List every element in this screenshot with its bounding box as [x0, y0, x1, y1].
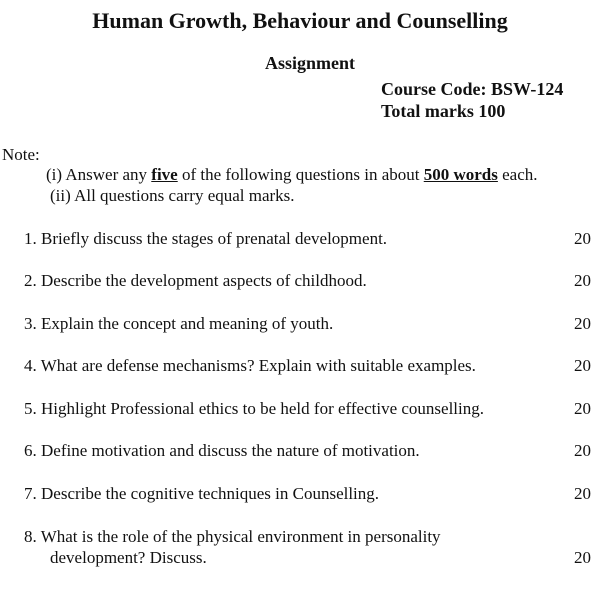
question-5-marks: 20 — [574, 399, 591, 418]
assignment-heading: Assignment — [264, 53, 355, 73]
question-7: 7. Describe the cognitive techniques in Counselling. — [24, 484, 380, 503]
question-7-marks: 20 — [574, 484, 591, 503]
question-8-marks: 20 — [574, 548, 591, 567]
question-2-marks: 20 — [574, 271, 591, 290]
question-2: 2. Describe the development aspects of childhood. — [24, 271, 367, 290]
question-4: 4. What are defense mechanisms? Explain with suitable examples. — [24, 356, 476, 375]
note-line-1: (i) Answer any five of the following questions in about 500 words each. — [46, 165, 538, 184]
question-3: 3. Explain the concept and meaning of youth. — [24, 314, 334, 333]
note-line-2: (ii) All questions carry equal marks. — [50, 186, 295, 205]
question-1: 1. Briefly discuss the stages of prenatal development. — [24, 229, 388, 248]
question-3-marks: 20 — [574, 314, 591, 333]
question-8-continuation: development? Discuss. — [50, 548, 207, 567]
course-code: Course Code: BSW-124 — [381, 79, 564, 99]
emphasis-five: five — [151, 165, 178, 184]
question-6-marks: 20 — [574, 441, 591, 460]
question-1-marks: 20 — [574, 229, 591, 248]
document-title: Human Growth, Behaviour and Counselling — [92, 8, 508, 33]
emphasis-word-count: 500 words — [423, 165, 498, 184]
total-marks: Total marks 100 — [381, 101, 506, 121]
question-5: 5. Highlight Professional ethics to be held for effective counselling. — [24, 399, 484, 418]
question-8: 8. What is the role of the physical environment in personality — [24, 527, 441, 546]
question-4-marks: 20 — [574, 356, 591, 375]
note-label: Note: — [2, 145, 40, 164]
question-6: 6. Define motivation and discuss the nature of motivation. — [24, 441, 420, 460]
